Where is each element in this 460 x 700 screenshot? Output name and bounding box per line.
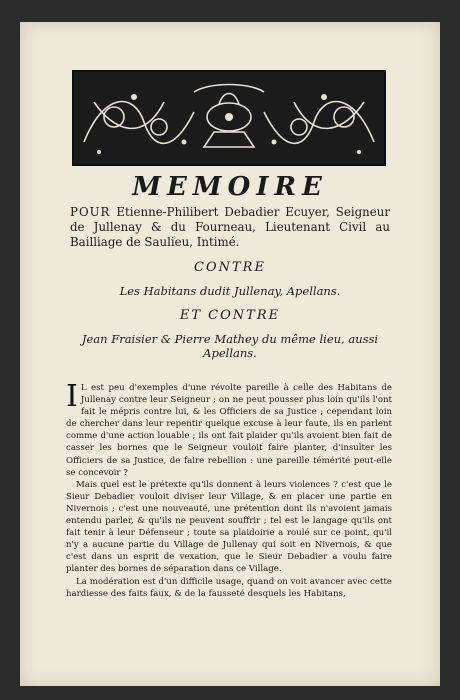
- drop-cap: I: [66, 379, 78, 414]
- document-subtitle: [70, 205, 390, 250]
- document-title: MEMOIRE: [132, 172, 328, 202]
- document-page: [20, 22, 440, 686]
- document-body: [66, 379, 392, 600]
- party-appellants-2: Jean Fraisier & Pierre Mathey du même lieu, aussi Apellans.: [81, 332, 379, 360]
- body-paragraph: I L est peu d'exemples d'une révolte pareille à celle des Habitans de Jullenay contre leur Seigneur ; on ne peut pousser plus loin qu'ils l'ont fait le mépris contre lui, & les Officiers de sa Justice ; cependant loin de chercher dans leur repentir quelque excuse à leur faute, ils en parlent comme d'une action louable ; ils ont fait plaider qu'ils avoient bien fait de casser les bornes que le Seigneur vouloit faire planter, d'insulter les Officiers de sa Justice, de faire rebellion : une pareille témérité peut-elle se concevoir ?: [66, 379, 392, 478]
- party-appellants-1: Les Habitans dudit Jullenay, Apellans.: [119, 284, 341, 298]
- contre-heading-1: CONTRE: [194, 260, 266, 275]
- body-paragraph: Mais quel est le prétexte qu'ils donnent à leurs violences ? c'est que le Sieur Debadier vouloit diviser leur Village, & en placer une partie en Nivernois ; c'est une nouveauté, une prétention dont ils n'avoient jamais entendu parler, & qu'ils ne peuvent souffrir ; tel est le langage qu'ils ont fait tenir à leur Défenseur ; toute sa plaidoirie a roulé sur ce point, qu'il n'y a aucune partie du Village de Jullenay qui soit en Nivernois, & que c'est dans un esprit de vexation, que le Sieur Debadier a voulu faire planter des bornes de séparation dans ce Village.: [66, 479, 392, 575]
- subtitle-text: Etienne-Philibert Debadier Ecuyer, Seigneur de Jullenay & du Fourneau, Lieutenant Civil au Bailliage de Saulieu, Intimé.: [70, 205, 391, 249]
- decorative-headpiece: [72, 70, 386, 166]
- contre-heading-2: ET CONTRE: [179, 308, 281, 323]
- subtitle-lead: POUR: [70, 205, 111, 219]
- body-paragraph: La modération est d'un difficile usage, quand on voit avancer avec cette hardiesse des faits faux, & de la fausseté desquels les Habitans,: [66, 576, 392, 599]
